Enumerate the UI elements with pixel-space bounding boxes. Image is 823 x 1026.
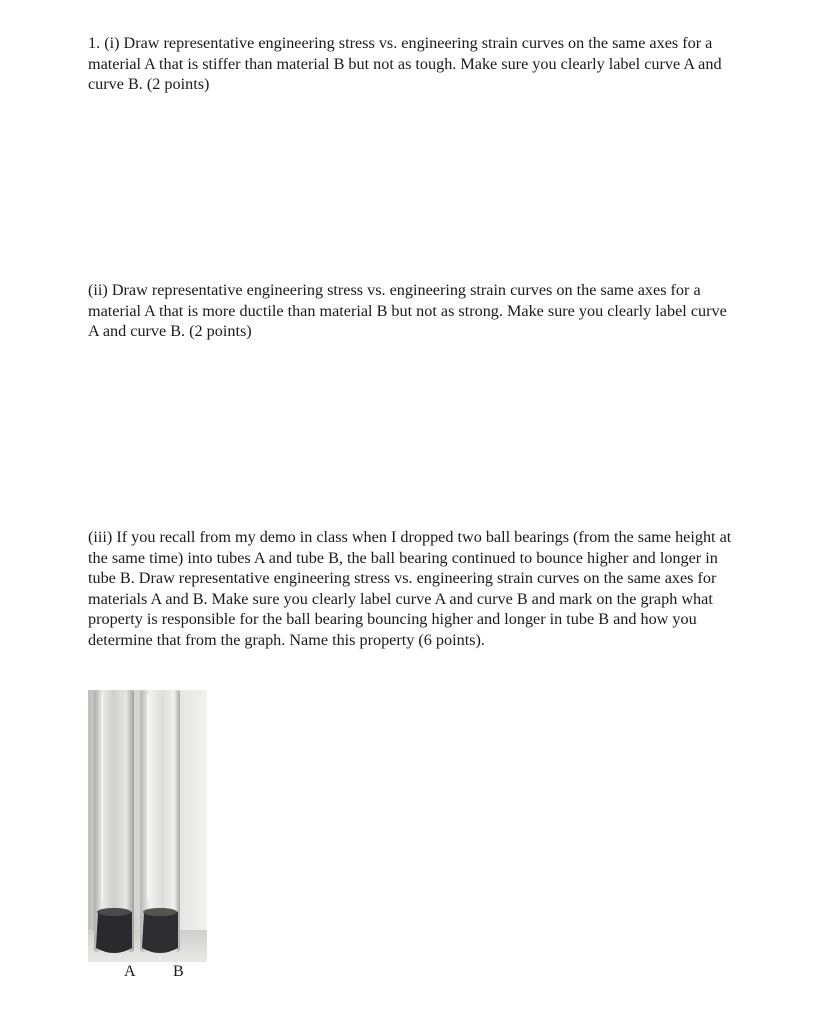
question-1-part-iii: (iii) If you recall from my demo in class when I dropped two ball bearings (from the same height at the same time) into tubes A and tube B, the ball bearing continued to bounce higher and longer in tube B. Draw representative engineering stress vs. engineering strain curves on the same axes for materials A and B. Make sure you clearly label curve A and curve B and mark on the graph what property is responsible for the ball bearing bouncing higher and longer in tube B and how you determine that from the graph. Name this property (6 points). [88, 528, 732, 649]
tubes-photo [88, 690, 207, 962]
tube-label-b: B [173, 963, 184, 980]
tube-labels [88, 963, 207, 983]
tube-label-a: A [124, 963, 136, 980]
question-1-part-i: 1. (i) Draw representative engineering stress vs. engineering strain curves on the same axes for a material A that is stiffer than material B but not as tough. Make sure you clearly label curve A and curve B. (2 points) [88, 34, 722, 94]
tubes-illustration [88, 690, 207, 962]
question-1-part-ii: (ii) Draw representative engineering stress vs. engineering strain curves on the same axes for a material A that is more ductile than material B but not as strong. Make sure you clearly label curve A and curve B. (2 points) [88, 281, 727, 341]
